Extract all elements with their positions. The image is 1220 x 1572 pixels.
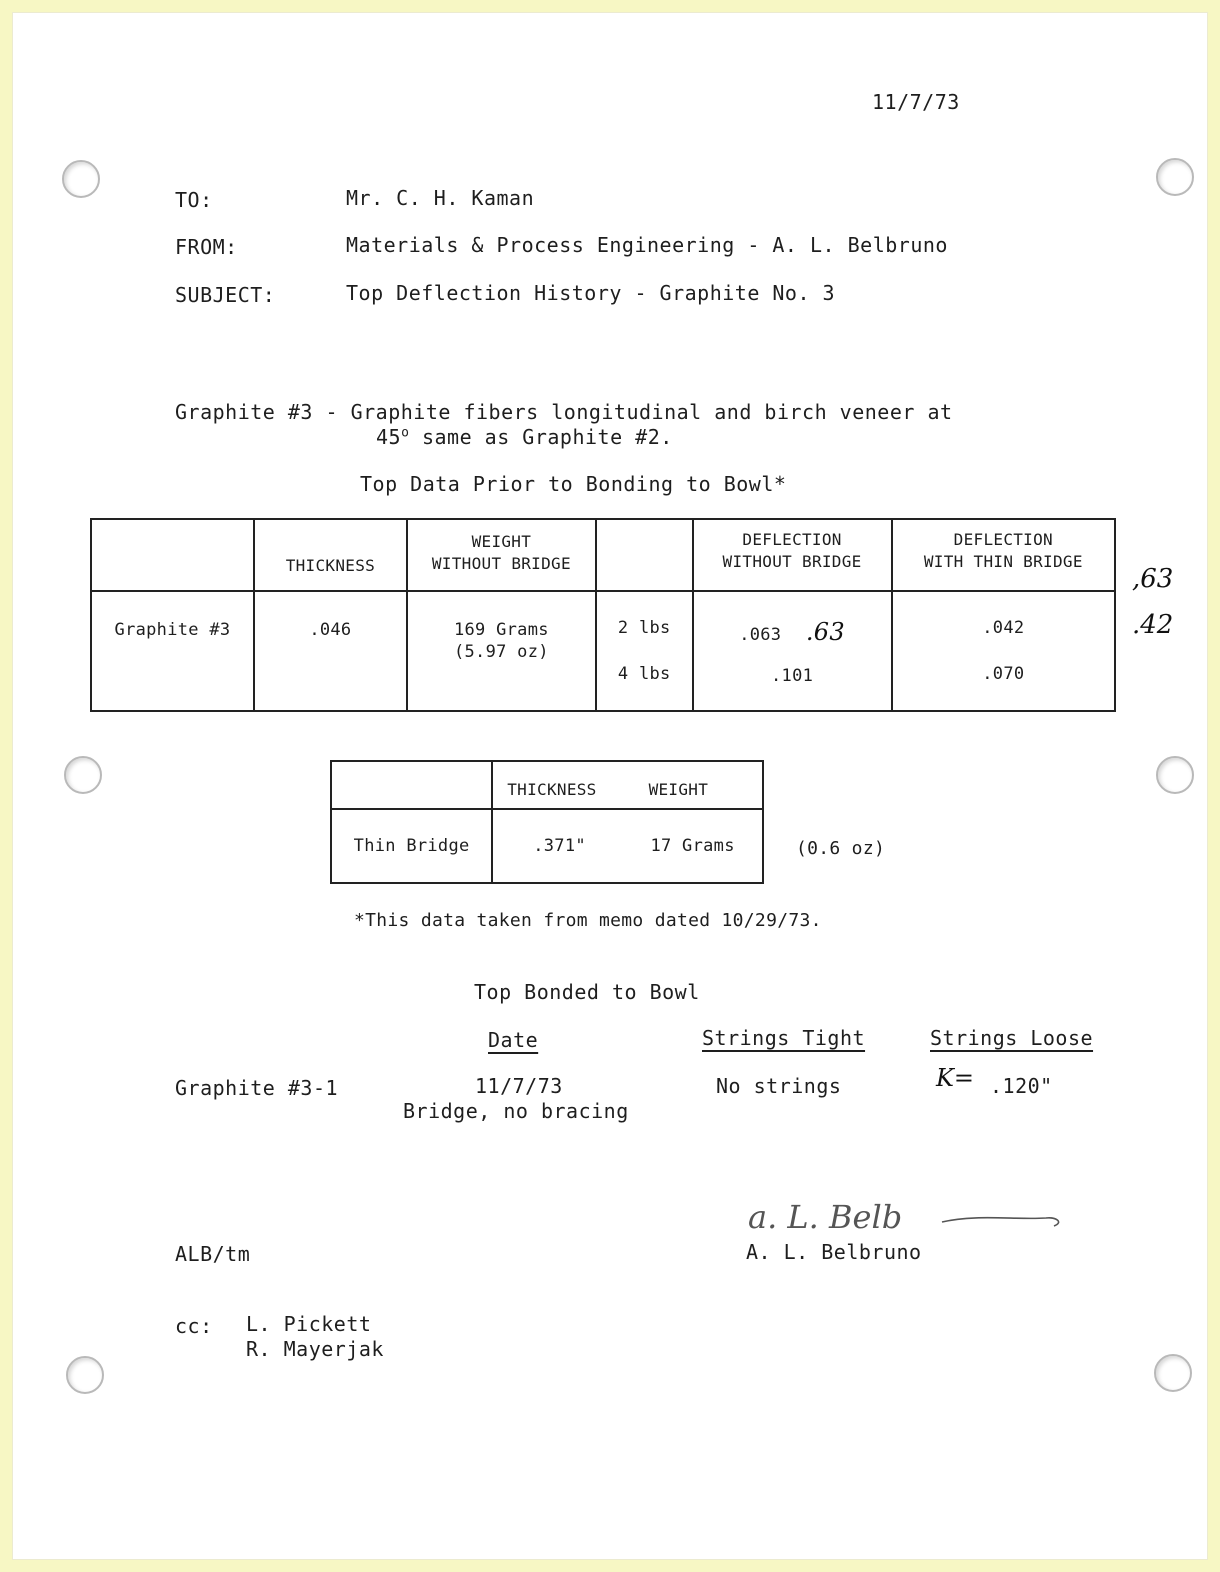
header-defl-wo-line-2: WITHOUT BRIDGE: [722, 552, 862, 571]
signature-hand: a. L. Belb: [748, 1198, 903, 1236]
punch-hole-right-middle: [1156, 756, 1194, 794]
intro-angle: 45: [376, 425, 402, 449]
table2-row-name: Thin Bridge: [353, 836, 470, 856]
prior-data-table: [90, 518, 1116, 712]
row-name: Graphite #3: [114, 620, 231, 640]
row-deflection-without-cell: [693, 591, 892, 711]
handwritten-in-cell: .63: [805, 618, 845, 646]
table1-header-thickness: [254, 519, 407, 591]
table2-row-values: [533, 836, 762, 856]
header-weight-line-2: WITHOUT BRIDGE: [431, 554, 571, 573]
table-row: [331, 809, 763, 883]
header-defl-w-line-2: WITH THIN BRIDGE: [923, 552, 1083, 571]
table1-header-load: [596, 519, 693, 591]
table2-header-thickness: THICKNESS: [507, 780, 597, 799]
bonded-title: Top Bonded to Bowl: [474, 980, 700, 1004]
punch-hole-right-top: [1156, 158, 1194, 196]
table1-header-weight: [407, 519, 596, 591]
row-load-2lbs: 2 lbs: [617, 618, 671, 638]
header-weight-line-1: WEIGHT: [471, 532, 532, 551]
subject-value: Top Deflection History - Graphite No. 3: [346, 281, 836, 305]
table2-row-thickness: .371": [533, 836, 586, 856]
row-name-cell: [91, 591, 254, 711]
bonded-row-loose-hand: K=: [936, 1064, 975, 1092]
punch-hole-right-bottom: [1154, 1354, 1192, 1392]
row-defl-wo-2: .101: [771, 666, 814, 686]
memo-page: [12, 12, 1208, 1560]
table2-header-line: [507, 780, 762, 799]
from-value: Materials & Process Engineering - A. L. Belbruno: [346, 233, 948, 257]
row-thickness-cell: [254, 591, 407, 711]
table1-header-blank: [91, 519, 254, 591]
table2-oz-note: (0.6 oz): [796, 838, 886, 859]
row-defl-wo-1-line: [694, 618, 891, 646]
memo-date: 11/7/73: [872, 90, 960, 114]
row-weight-oz: (5.97 oz): [453, 642, 549, 662]
cc-label: cc:: [175, 1314, 213, 1338]
table2-row-values-cell: [492, 809, 763, 883]
row-thickness: .046: [309, 620, 352, 640]
intro-line-2: [376, 425, 673, 449]
intro-line-1: Graphite #3 - Graphite fibers longitudinal and birch veneer at: [175, 400, 953, 424]
row-defl-w-2: .070: [982, 664, 1025, 684]
bonded-row-note: Bridge, no bracing: [403, 1099, 629, 1123]
punch-hole-left-middle: [64, 756, 102, 794]
table2-header-blank: [331, 761, 492, 809]
table-row: [91, 591, 1115, 711]
header-defl-wo-line-1: DEFLECTION: [742, 530, 842, 549]
table1-title: Top Data Prior to Bonding to Bowl*: [360, 472, 787, 496]
cc-name-2: R. Mayerjak: [246, 1337, 384, 1361]
cc-name-1: L. Pickett: [246, 1312, 372, 1336]
bonded-col-date: Date: [488, 1028, 539, 1052]
subject-label: SUBJECT:: [175, 283, 276, 307]
signature-scrawl: [746, 1192, 1076, 1242]
row-load-4lbs: 4 lbs: [617, 664, 671, 684]
table1-header-deflection-with: [892, 519, 1115, 591]
table2-row-name-cell: [331, 809, 492, 883]
row-defl-w-1: .042: [982, 618, 1025, 638]
handwritten-margin-1: ,63: [1132, 564, 1174, 594]
row-deflection-with-cell: [892, 591, 1115, 711]
intro-line-2-text: same as Graphite #2.: [409, 425, 673, 449]
handwritten-margin-2: .42: [1132, 610, 1174, 640]
table2-header-weight: WEIGHT: [648, 780, 709, 799]
bonded-row-name: Graphite #3-1: [175, 1076, 339, 1100]
bonded-col-tight: Strings Tight: [702, 1026, 866, 1050]
bonded-row-loose: .120": [990, 1074, 1053, 1098]
row-load-cell: [596, 591, 693, 711]
table2-row-weight: 17 Grams: [650, 836, 735, 856]
table1-header-deflection-without: [693, 519, 892, 591]
signature-name: A. L. Belbruno: [746, 1240, 922, 1264]
bonded-row-tight: No strings: [716, 1074, 842, 1098]
table2-header: [492, 761, 763, 809]
row-weight-grams: 169 Grams: [453, 620, 549, 640]
to-value: Mr. C. H. Kaman: [346, 186, 535, 210]
row-weight-cell: [407, 591, 596, 711]
to-label: TO:: [175, 188, 213, 212]
typist-initials: ALB/tm: [175, 1242, 251, 1266]
footnote: *This data taken from memo dated 10/29/73.: [354, 910, 822, 931]
bonded-col-loose: Strings Loose: [930, 1026, 1094, 1050]
header-defl-w-line-1: DEFLECTION: [953, 530, 1053, 549]
bonded-row-date: 11/7/73: [475, 1074, 563, 1098]
from-label: FROM:: [175, 235, 238, 259]
degree-mark: o: [401, 425, 410, 441]
header-thickness-label: THICKNESS: [285, 556, 376, 575]
punch-hole-left-top: [62, 160, 100, 198]
thin-bridge-table: [330, 760, 764, 884]
row-defl-wo-1: .063: [739, 625, 782, 645]
punch-hole-left-bottom: [66, 1356, 104, 1394]
